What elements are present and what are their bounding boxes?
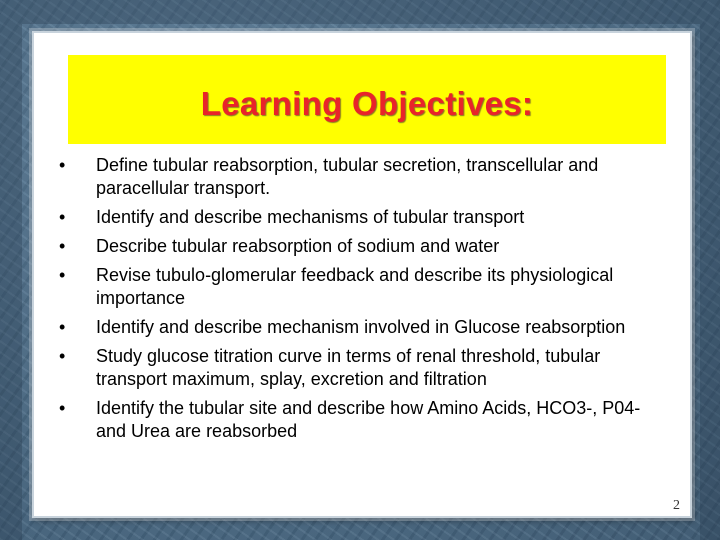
bullet-icon: • (59, 346, 66, 366)
bullet-icon: • (59, 236, 66, 256)
bullet-icon: • (59, 155, 66, 175)
list-item (54, 345, 674, 391)
list-item-text: Revise tubulo-glomerular feedback and describe its physiological importance (96, 265, 614, 308)
bullet-icon: • (59, 265, 66, 285)
list-item (54, 206, 674, 229)
page-number: 2 (673, 498, 680, 513)
list-item (54, 264, 674, 310)
list-item (54, 397, 674, 443)
list-item-text: Identify and describe mechanism involved in Glucose reabsorption (96, 317, 626, 337)
slide-title: Learning Objectives: (200, 84, 534, 122)
objectives-list (54, 154, 674, 449)
list-item (54, 154, 674, 200)
slide-card (32, 31, 692, 518)
list-item-text: Describe tubular reabsorption of sodium and water (96, 236, 500, 256)
list-item-text: Study glucose titration curve in terms of renal threshold, tubular transport maximum, splay, excretion and filtration (96, 346, 601, 389)
list-item-text: Identify and describe mechanisms of tubular transport (96, 207, 525, 227)
background-shadow-right (700, 24, 720, 540)
title-band (68, 55, 666, 144)
bullet-icon: • (59, 398, 66, 418)
list-item (54, 316, 674, 339)
background-shadow-left (0, 24, 22, 540)
list-item-text: Identify the tubular site and describe how Amino Acids, HCO3-, P04- and Urea are reabsorbed (96, 398, 641, 441)
list-item-text: Define tubular reabsorption, tubular secretion, transcellular and paracellular transport. (96, 155, 599, 198)
bullet-icon: • (59, 317, 66, 337)
background-shadow-top (0, 0, 720, 24)
bullet-icon: • (59, 207, 66, 227)
list-item (54, 235, 674, 258)
